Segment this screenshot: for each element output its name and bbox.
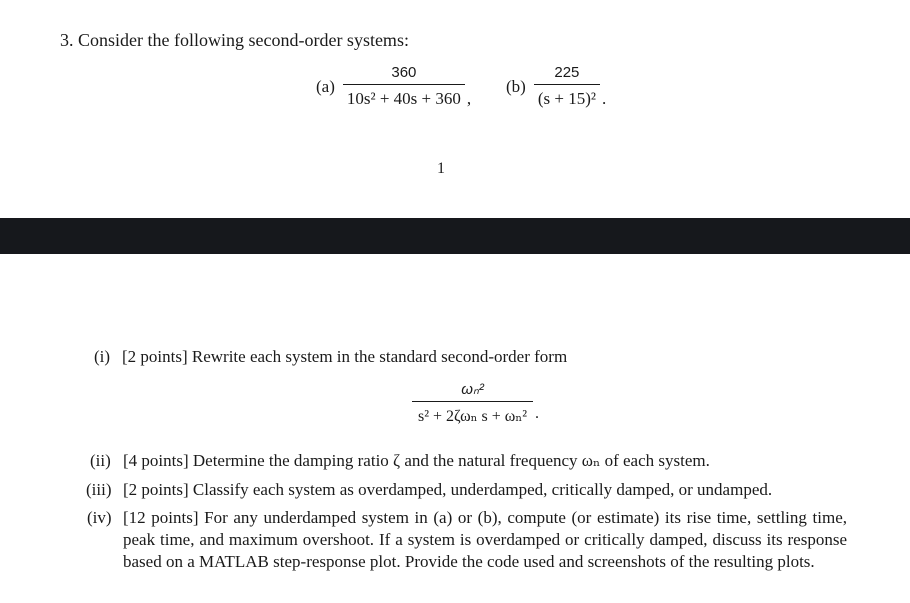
clipped-previous-line [330, 0, 570, 4]
system-b-fraction [534, 64, 600, 109]
system-a-punct: , [466, 88, 472, 108]
standard-form-denominator: s² + 2ζωₙ s + ωₙ² [412, 401, 533, 426]
standard-form-equation [412, 380, 539, 426]
page-number: 1 [437, 160, 445, 177]
part-i-text: [2 points] Rewrite each system in the standard second-order form [122, 347, 568, 366]
part-ii-text: [4 points] Determine the damping ratio ζ and the natural frequency ωₙ of each system. [123, 451, 710, 470]
part-ii-tag: (ii) [90, 451, 111, 470]
system-b [506, 64, 606, 109]
standard-form-punct: . [535, 405, 540, 422]
part-iv-tag: (iv) [87, 508, 112, 527]
system-b-punct: . [601, 88, 607, 108]
part-iii-tag: (iii) [86, 480, 112, 499]
system-a-numerator: 360 [391, 64, 417, 81]
system-a [316, 64, 471, 109]
system-b-numerator: 225 [554, 64, 580, 81]
standard-form-numerator: ωₙ² [461, 381, 484, 398]
system-a-fraction [343, 64, 465, 109]
system-b-label: (b) [506, 76, 526, 96]
page-divider-bar [0, 218, 910, 254]
question-heading: 3. Consider the following second-order systems: [60, 30, 409, 50]
part-i-tag: (i) [94, 347, 111, 366]
part-iii-text: [2 points] Classify each system as overdamped, underdamped, critically damped, or undamped. [123, 480, 773, 499]
part-iv-text: [12 points] For any underdamped system in (a) or (b), compute (or estimate) its rise time, settling time, peak time, and maximum overshoot. If a system is overdamped or critically damped, discuss its response based on a MATLAB step-response plot. Provide the code used and screenshots of the resulting plots. [123, 508, 847, 571]
system-b-denominator: (s + 15)² [534, 84, 600, 109]
standard-form-fraction [412, 380, 533, 426]
system-a-label: (a) [316, 76, 335, 96]
system-a-denominator: 10s² + 40s + 360 [343, 84, 465, 109]
